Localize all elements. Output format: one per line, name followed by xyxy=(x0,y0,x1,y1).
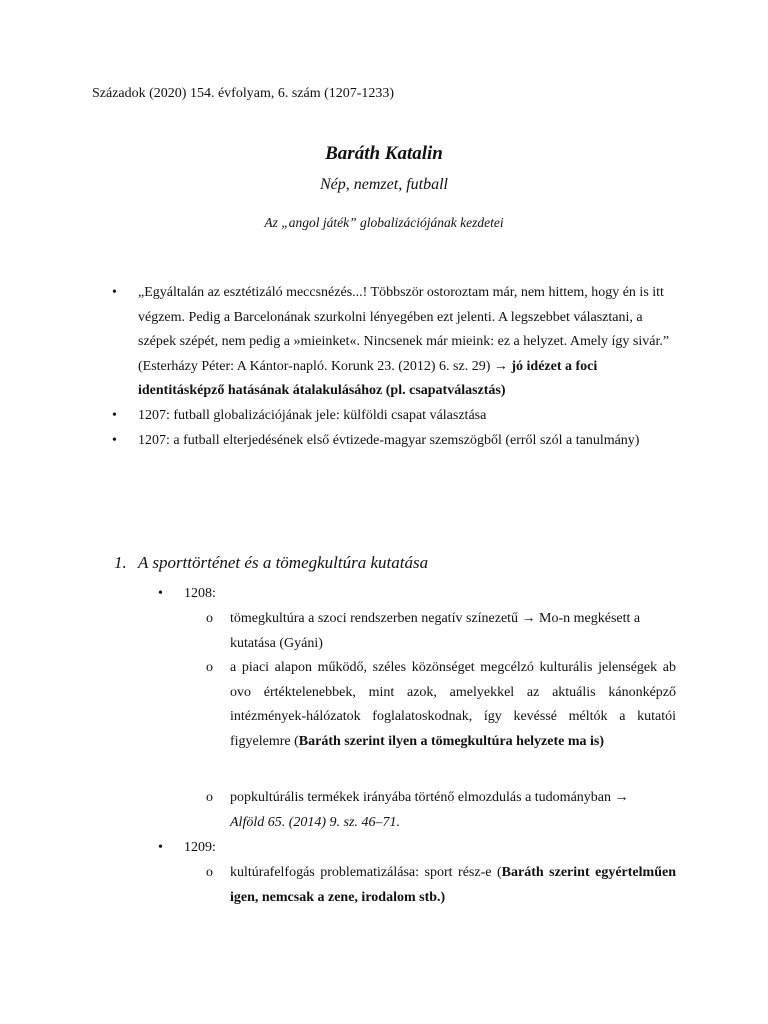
note-text: popkultúrális termékek irányába történő elmozdulás a tudományban xyxy=(230,790,611,805)
list-item xyxy=(206,656,676,754)
quote-text: „Egyáltalán az esztétizáló meccsnézés...! Többször ostoroztam már, nem hittem, hogy én is itt végzem. Pedig a Barcelonának szurkolni lényegében ezt jelenti. A legszebbet választani, a szépek szépét, nem pedig a »mieinket«. Nincsenek már mieink: ez a helyzet. Amely így sivár.” (Esterházy Péter: A Kántor-napló. Korunk 23. (2012) 6. sz. 29) xyxy=(138,285,670,374)
bullet-dot-icon: • xyxy=(112,285,117,300)
circle-o-icon: o xyxy=(206,865,213,880)
source-citation: Századok (2020) 154. évfolyam, 6. szám (1207-1233) xyxy=(92,86,395,101)
quote-note: jó idézet a foci identitásképző hatásának átalakulásához (pl. csapatválasztás) xyxy=(138,358,598,399)
right-arrow-icon: → xyxy=(521,611,536,626)
document-subtitle: Az „angol játék” globalizációjának kezdetei xyxy=(264,215,504,230)
circle-o-icon: o xyxy=(206,660,213,675)
author-name: Baráth Katalin xyxy=(325,143,443,164)
list-item xyxy=(206,607,676,656)
circle-o-icon: o xyxy=(206,611,213,626)
list-item xyxy=(112,281,674,404)
note-text: a piaci alapon működő, széles közönséget megcélzó kulturális jelenségek ab ovo értéktelenebbek, mint azok, amelyekkel az aktuális kánonképző intézmények-hálózatok foglalatoskodnak, így kevéssé méltók a kutatói figyelemre ( xyxy=(230,660,676,749)
page-ref-label: 1209: xyxy=(184,840,216,855)
list-item-text: 1207: a futball elterjedésének első évtizede-magyar szemszögből (erről szól a tanulmány) xyxy=(138,432,640,448)
list-item xyxy=(158,836,216,861)
list-item xyxy=(112,404,674,429)
list-item xyxy=(158,582,216,607)
list-item-text: 1207: futball globalizációjának jele: külföldi csapat választása xyxy=(138,407,487,423)
right-arrow-icon: → xyxy=(614,790,629,805)
note-opinion: Baráth szerint ilyen a tömegkultúra helyzete ma is) xyxy=(298,733,605,749)
intro-list xyxy=(112,281,674,453)
right-arrow-icon: → xyxy=(493,358,508,374)
document-title: Nép, nemzet, futball xyxy=(320,176,448,193)
section-title: A sporttörténet és a tömegkultúra kutatása xyxy=(138,553,429,572)
list-item xyxy=(112,429,674,454)
section-heading xyxy=(114,553,428,573)
note-text: kultúrafelfogás problematizálása: sport rész-e ( xyxy=(230,865,502,880)
section-number: 1. xyxy=(114,553,127,572)
list-item xyxy=(206,786,676,835)
note-text: Mo-n megkésett a kutatása (Gyáni) xyxy=(230,611,641,651)
bullet-dot-icon: • xyxy=(158,586,163,601)
page-ref-label: 1208: xyxy=(184,586,216,601)
bullet-dot-icon: • xyxy=(158,840,163,855)
reference-text: Alföld 65. (2014) 9. sz. 46–71. xyxy=(230,814,400,830)
circle-o-icon: o xyxy=(206,790,213,805)
bullet-dot-icon: • xyxy=(112,432,117,448)
bullet-dot-icon: • xyxy=(112,407,117,423)
note-opinion: Baráth szerint egyértelműen igen, nemcsak a zene, irodalom stb.) xyxy=(230,865,676,905)
list-item xyxy=(206,861,676,910)
note-text: tömegkultúra a szoci rendszerben negatív színezetű xyxy=(230,611,519,626)
